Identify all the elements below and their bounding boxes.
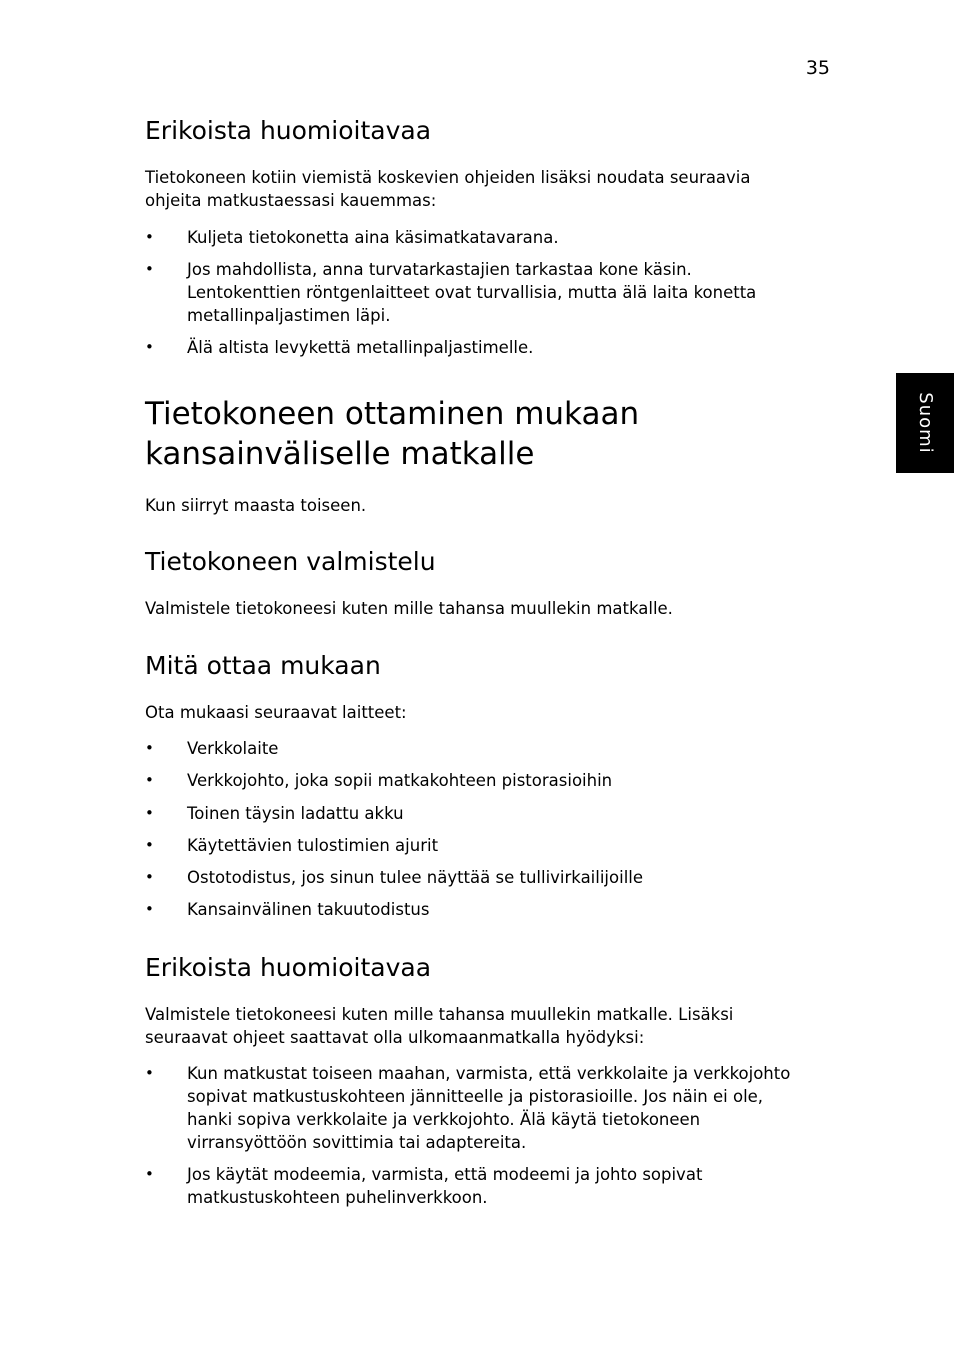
bullet-icon: • [145, 739, 154, 757]
text-line: seuraavat ohjeet saattavat olla ulkomaanmatkalla hyödyksi: [145, 1028, 645, 1047]
text-line: Tietokoneen kotiin viemistä koskevien ohjeiden lisäksi noudata seuraavia [145, 168, 751, 187]
list-item-text: sopivat matkustuskohteen jännitteelle ja pistorasioille. Jos näin ei ole, [187, 1087, 764, 1106]
list-item-text: Verkkojohto, joka sopii matkakohteen pistorasioihin [187, 771, 613, 790]
language-tab [896, 373, 954, 473]
bullet-icon: • [145, 1064, 154, 1082]
list-item-text: Jos mahdollista, anna turvatarkastajien tarkastaa kone käsin. [187, 260, 692, 279]
list-item-text: Kuljeta tietokonetta aina käsimatkatavarana. [187, 228, 559, 247]
list-item-text: Jos käytät modeemia, varmista, että modeemi ja johto sopivat [187, 1165, 703, 1184]
chapter-title-line: Tietokoneen ottaminen mukaan [145, 396, 640, 432]
section-text: Valmistele tietokoneesi kuten mille tahansa muullekin matkalle. [145, 599, 673, 618]
text-line: Valmistele tietokoneesi kuten mille tahansa muullekin matkalle. Lisäksi [145, 1005, 734, 1024]
bullet-icon: • [145, 1165, 154, 1183]
chapter-intro: Kun siirryt maasta toiseen. [145, 496, 367, 515]
section-heading: Mitä ottaa mukaan [145, 651, 381, 680]
language-tab-label: Suomi [915, 392, 936, 454]
list-item-text: Älä altista levykettä metallinpaljastimelle. [187, 338, 534, 357]
section-heading: Erikoista huomioitavaa [145, 116, 432, 145]
list-item-text: Käytettävien tulostimien ajurit [187, 836, 439, 855]
bullet-icon: • [145, 260, 154, 278]
chapter-title-line: kansainväliselle matkalle [145, 436, 535, 472]
section-intro [145, 1003, 733, 1049]
bullet-icon: • [145, 338, 154, 356]
list-item-text: Kun matkustat toiseen maahan, varmista, että verkkolaite ja verkkojohto [187, 1064, 791, 1083]
text-line: ohjeita matkustaessasi kauemmas: [145, 191, 437, 210]
list-item-text: matkustuskohteen puhelinverkkoon. [187, 1188, 488, 1207]
list-item-text: Kansainvälinen takuutodistus [187, 900, 430, 919]
page-number: 35 [805, 57, 830, 79]
chapter-title [145, 394, 639, 474]
list-item-text: Lentokenttien röntgenlaitteet ovat turvallisia, mutta älä laita konetta [187, 283, 757, 302]
list-item-text: Ostotodistus, jos sinun tulee näyttää se tullivirkailijoille [187, 868, 644, 887]
bullet-icon: • [145, 804, 154, 822]
list-item-text: Toinen täysin ladattu akku [187, 804, 404, 823]
bullet-icon: • [145, 771, 154, 789]
bullet-icon: • [145, 228, 154, 246]
section-heading: Erikoista huomioitavaa [145, 953, 432, 982]
section-heading: Tietokoneen valmistelu [145, 547, 436, 576]
list-item-text: virransyöttöön sovittimia tai adaptereita. [187, 1133, 527, 1152]
bullet-icon: • [145, 868, 154, 886]
section-intro: Ota mukaasi seuraavat laitteet: [145, 703, 407, 722]
bullet-icon: • [145, 836, 154, 854]
list-item-text: metallinpaljastimen läpi. [187, 306, 391, 325]
list-item-text: Verkkolaite [187, 739, 279, 758]
bullet-icon: • [145, 900, 154, 918]
section-intro [145, 166, 751, 212]
list-item-text: hanki sopiva verkkolaite ja verkkojohto. Älä käytä tietokoneen [187, 1110, 701, 1129]
